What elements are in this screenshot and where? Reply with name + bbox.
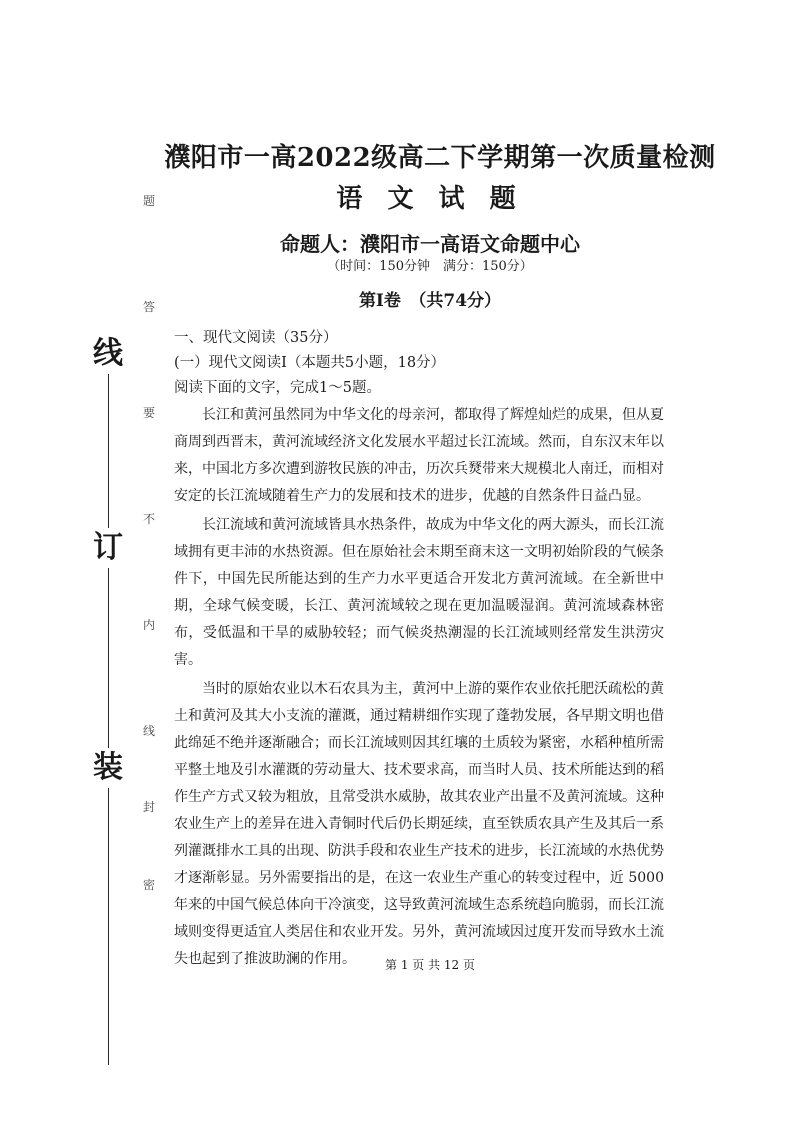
binding-warning-char: 题 <box>142 194 155 208</box>
binding-warning-char: 密 <box>142 878 155 892</box>
exam-title: 濮阳市一高2022级高二下学期第一次质量检测 <box>164 143 716 173</box>
volume-heading: 第Ⅰ卷 （共74分） <box>358 291 502 311</box>
binding-warning-char: 要 <box>142 406 155 420</box>
reading-passage <box>174 402 664 975</box>
binding-warning-char: 线 <box>142 724 155 738</box>
section-heading: 一、现代文阅读（35分） <box>174 330 338 346</box>
binding-warning-char: 封 <box>142 800 155 814</box>
subsection-heading: (一）现代文阅读Ⅰ（本题共5小题，18分） <box>174 355 446 371</box>
binding-warning-char: 答 <box>142 300 155 314</box>
binding-line <box>108 355 109 1065</box>
reading-instruction: 阅读下面的文字，完成1～5题。 <box>174 380 381 396</box>
binding-char-xian: 线 <box>88 334 128 374</box>
passage-paragraph: 长江和黄河虽然同为中华文化的母亲河，都取得了辉煌灿烂的成果，但从夏商周到西晋末，黄河流域经济文化发展水平超过长江流域。然而，自东汉末年以来，中国北方多次遭到游牧民族的冲击，历次兵燹带来大规模北人南迁，而相对安定的长江流域随着生产力的发展和技术的进步，优越的自然条件日益凸显。 <box>174 407 664 504</box>
binding-char-zhuang: 装 <box>88 748 128 788</box>
exam-subject: 语 文 试 题 <box>336 184 524 214</box>
binding-char-ding: 订 <box>88 528 128 568</box>
exam-author: 命题人：濮阳市一高语文命题中心 <box>280 232 580 256</box>
passage-paragraph: 当时的原始农业以木石农具为主，黄河中上游的粟作农业依托肥沃疏松的黄土和黄河及其大小支流的灌溉，通过精耕细作实现了蓬勃发展，各早期文明也借此绵延不绝并逐渐融合；而长江流域则因其红壤的土质较为紧密，水稻种植所需平整土地及引水灌溉的劳动量大、技术要求高，而当时人员、技术所能达到的稻作生产方式又较为粗放，且常受洪水威胁，故其农业产出量不及黄河流域。这种农业生产上的差异在进入青铜时代后仍长期延续，直至铁质农具产生及其后一系列灌溉排水工具的出现、防洪手段和农业生产技术的进步，长江流域的水热优势才逐渐彰显。另外需要指出的是，在这一农业生产重心的转变过程中，近 5000 年来的中国气候总体向干冷演变，这导致黄河流域生态系统趋向脆弱，而长江流域则变得更适宜人类居住和农业开发。另外，黄河流域因过度开发而导致水土流失也起到了推波助澜的作用。 <box>174 681 664 967</box>
passage-paragraph: 长江流域和黄河流域皆具水热条件，故成为中华文化的两大源头，而长江流域拥有更丰沛的水热资源。但在原始社会末期至商末这一文明初始阶段的气候条件下，中国先民所能达到的生产力水平更适合开发北方黄河流域。在全新世中期，全球气候变暖，长江、黄河流域较之现在更加温暖湿润。黄河流域森林密布，受低温和干旱的威胁较轻；而气候炎热潮湿的长江流域则经常发生洪涝灾害。 <box>174 517 664 668</box>
exam-timing: （时间：150分钟 满分：150分） <box>327 259 533 274</box>
binding-warning-char: 内 <box>142 618 155 632</box>
page-number: 第 1 页 共 12 页 <box>385 958 475 972</box>
binding-warning-char: 不 <box>142 512 155 526</box>
